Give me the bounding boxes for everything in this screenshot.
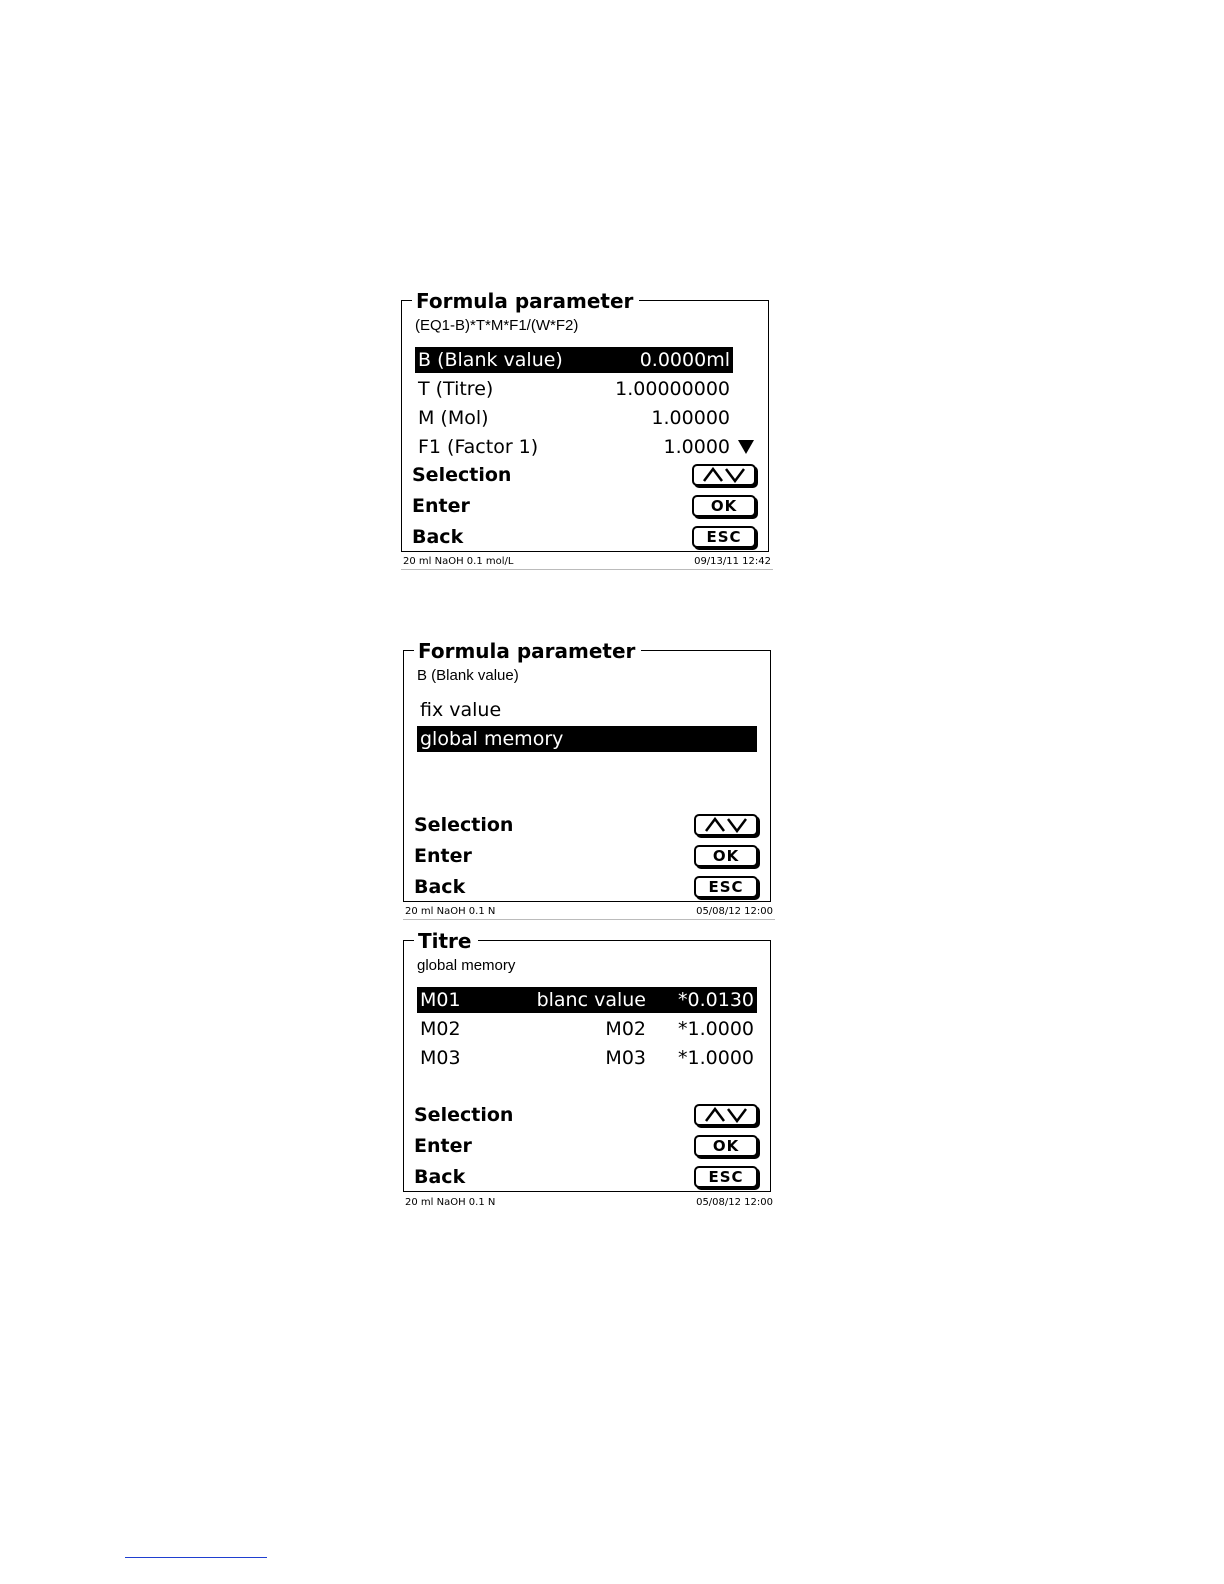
param-label: B (Blank value) (418, 349, 563, 371)
param-label: T (Titre) (418, 378, 494, 400)
screen-subtitle: global memory (417, 957, 516, 974)
back-row (414, 873, 758, 901)
formula-parameter-screen (401, 289, 773, 572)
status-bar (403, 1194, 775, 1210)
screen-title: Formula parameter (414, 640, 641, 662)
up-down-arrows-icon (704, 817, 748, 833)
back-row (414, 1163, 758, 1191)
memory-id: M01 (420, 989, 461, 1011)
enter-row (414, 1132, 758, 1160)
ok-key[interactable]: OK (694, 1135, 758, 1157)
selection-label: Selection (414, 814, 514, 836)
param-label: F1 (Factor 1) (418, 436, 539, 458)
param-row-titre[interactable] (415, 376, 733, 402)
status-datetime: 09/13/11 12:42 (694, 556, 771, 567)
enter-row (412, 492, 756, 520)
screen-title: Formula parameter (412, 290, 639, 312)
screen-title: Titre (414, 930, 478, 952)
memory-id: M03 (420, 1047, 461, 1069)
option-label: global memory (420, 728, 564, 750)
param-row-factor-1[interactable] (415, 434, 757, 460)
up-down-arrows-key[interactable] (694, 1104, 758, 1126)
option-label: fix value (420, 699, 502, 721)
blank-value-source-screen (403, 639, 775, 922)
memory-name: blanc value (536, 989, 646, 1011)
param-value-wrap (664, 436, 754, 458)
memory-row-m01[interactable] (417, 987, 757, 1013)
param-row-blank-value[interactable] (415, 347, 733, 373)
status-datetime: 05/08/12 12:00 (696, 1196, 773, 1208)
option-global-memory[interactable] (417, 726, 757, 752)
memory-name: M03 (605, 1047, 646, 1069)
status-reagent: 20 ml NaOH 0.1 N (405, 906, 496, 917)
footnote-separator (125, 1557, 267, 1558)
esc-key[interactable]: ESC (692, 526, 756, 548)
back-row (412, 523, 756, 551)
param-value: 1.0000 (663, 436, 730, 458)
formula-text: (EQ1-B)*T*M*F1/(W*F2) (415, 317, 579, 334)
param-value: 1.00000 (651, 407, 730, 429)
ok-key[interactable]: OK (694, 845, 758, 867)
back-label: Back (414, 876, 466, 898)
memory-row-m02[interactable] (417, 1016, 757, 1042)
ok-key[interactable]: OK (692, 495, 756, 517)
screen-frame (403, 929, 771, 1192)
up-down-arrows-key[interactable] (694, 814, 758, 836)
selection-label: Selection (414, 1104, 514, 1126)
up-down-arrows-icon (704, 1107, 748, 1123)
scroll-down-arrow-icon (738, 440, 754, 454)
parameter-name: B (Blank value) (417, 667, 519, 684)
selection-row (412, 461, 756, 489)
option-fix-value[interactable] (417, 697, 757, 723)
memory-value: *1.0000 (678, 1018, 754, 1040)
up-down-arrows-key[interactable] (692, 464, 756, 486)
status-bar (401, 554, 773, 570)
esc-key[interactable]: ESC (694, 1166, 758, 1188)
param-value: 1.00000000 (615, 378, 730, 400)
param-value: 0.0000ml (639, 349, 730, 371)
enter-label: Enter (414, 1135, 472, 1157)
screen-frame (403, 639, 771, 902)
selection-row (414, 1101, 758, 1129)
memory-id: M02 (420, 1018, 461, 1040)
memory-value: *1.0000 (678, 1047, 754, 1069)
up-down-arrows-icon (702, 467, 746, 483)
enter-label: Enter (412, 495, 470, 517)
status-reagent: 20 ml NaOH 0.1 mol/L (403, 556, 514, 567)
selection-row (414, 811, 758, 839)
param-row-mol[interactable] (415, 405, 733, 431)
memory-value: *0.0130 (678, 989, 754, 1011)
global-memory-screen (403, 929, 775, 1212)
selection-label: Selection (412, 464, 512, 486)
memory-name: M02 (605, 1018, 646, 1040)
status-bar (403, 904, 775, 920)
screen-frame (401, 289, 769, 552)
back-label: Back (414, 1166, 466, 1188)
enter-row (414, 842, 758, 870)
param-label: M (Mol) (418, 407, 489, 429)
enter-label: Enter (414, 845, 472, 867)
memory-row-m03[interactable] (417, 1045, 757, 1071)
back-label: Back (412, 526, 464, 548)
status-datetime: 05/08/12 12:00 (696, 906, 773, 917)
esc-key[interactable]: ESC (694, 876, 758, 898)
status-reagent: 20 ml NaOH 0.1 N (405, 1196, 496, 1208)
